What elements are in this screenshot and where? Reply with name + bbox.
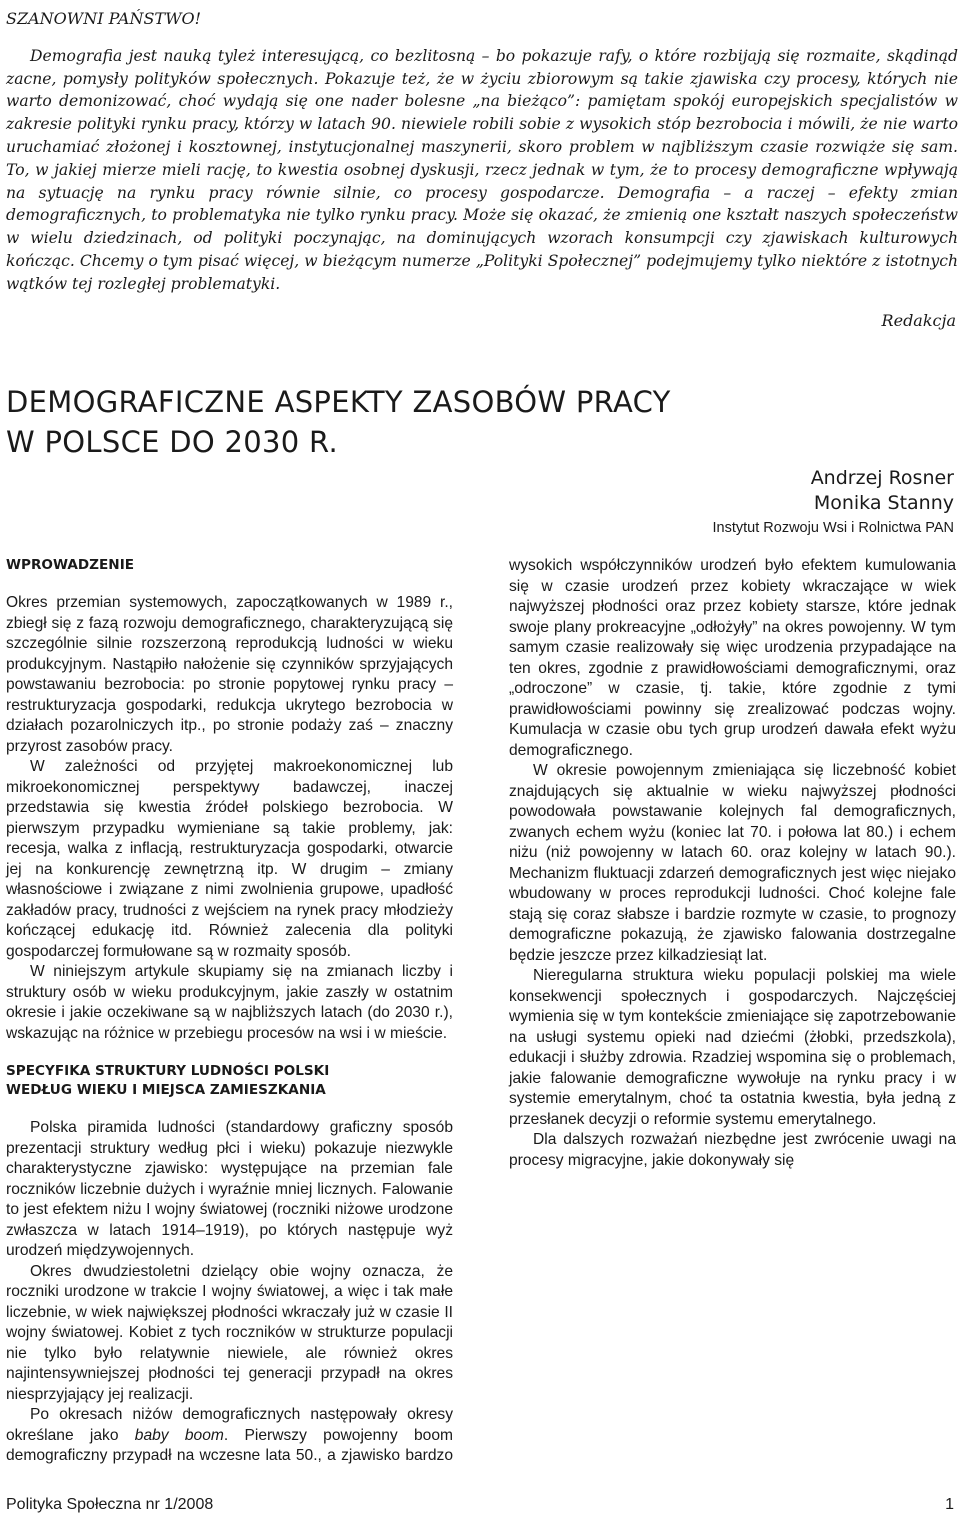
page-footer [6,1496,954,1518]
article-body [6,556,956,1474]
authors-block [454,466,954,539]
paragraph: Okres dwudziestoletni dzielący obie wojny oznacza, że roczniki urodzone w trakcie I wojny światowej, a więc i tak małe liczebnie, w wiek największej płodności wkraczały już w czasie II wojny światowej. Kobiet z tych roczników w strukturze populacji nie tylko było relatywnie niewiele, ale również okres najintensywniejszej płodności tej generacji przypadł na okres niesprzyjający jej realizacji. [6,1262,453,1403]
paragraph: Nieregularna struktura wieku populacji polskiej ma wiele konsekwencji społecznych i gospodarczych. Najczęściej wymienia się w tym kontekście zmieniające się zapotrzebowanie na usługi systemu opieki nad dziećmi (żłobki, przedszkola), edukacji i służby zdrowia. Rzadziej wspomina się o problemach, jakie falowanie demograficzne wywołuje na rynku pracy i w systemie emerytalnym, choć ta ostatnia kwestia, była jedną z przesłanek decyzji o reformie systemu emerytalnego. [509,967,956,1128]
paragraph: Okres przemian systemowych, zapoczątkowanych w 1989 r., zbiegł się z fazą rozwoju demograficznego, charakteryzującą się szczególnie silnie rozszerzoną reprodukcją ludności w wieku produkcyjnym. Nastąpiło nałożenie się czynników sprzyjających powstawaniu bezrobocia: po stronie popytowej rynku pracy – restrukturyzacja gospodarki, redukcja ukrytego bezrobocia w działach pozarolniczych itp., po stronie podaży zaś – znaczny przyrost zasobów pracy. [6,594,453,755]
author-affiliation: Instytut Rozwoju Wsi i Rolnictwa PAN [712,520,954,536]
paragraph-emphasis: baby boom [134,1426,224,1444]
paragraph-text: Po okresach niżów demograficznych następowały okresy określane jako [6,1406,453,1444]
paragraph: W niniejszym artykule skupiamy się na zmianach liczby i struktury osób w wieku produkcyjnym, jakie zaszły w ostatnim okresie i jakie oczekiwane są w najbliższych latach (do 2030 r.), wskazując na różnice w przebiegu procesów na wsi i w mieście. [6,963,453,1042]
paragraph: W okresie powojennym zmieniająca się liczebność kobiet znajdujących się aktualnie w wieku najwyższej płodności powodowała powstawanie kolejnych fal demograficznych, zwanych echem wyżu (koniec lat 70. i połowa lat 80.) i echem niżu (niż powojenny w latach 60. oraz kolejny w latach 90.). Mechanizm fluktuacji zdarzeń demograficznych jest więc niejako wbudowany w proces reprodukcji ludności. Choć kolejne fale stają się coraz słabsze i bardzie rozmyte w czasie, to prognozy demograficzne pokazują, że zjawisko falowania dostrzegalne będzie jeszcze przez kilkadziesiąt lat. [509,762,956,964]
article-title-line-1: DEMOGRAFICZNE ASPEKTY ZASOBÓW PRACY [6,385,671,419]
editorial-signature: Redakcja [881,310,956,330]
editorial-text: Demografia jest nauką tyleż interesującą, co bezlitosną – bo pokazuje rafy, o które rozbijają się rozmaite, skądinąd zacne, pomysły polityków społecznych. Pokazuje też, że w życiu zbiorowym są takie zjawiska czy procesy, których nie warto demonizować, choć wydają się one nader bolesne „na bieżąco”: pamiętam spokój europejskich specjalistów w zakresie polityki rynku pracy, którzy w latach 90. niewiele robili sobie z wysokich stóp bezrobocia i mówili, że nie warto uruchamiać złożonej i kosztownej, instytucjonalnej maszynerii, skoro problem w najbliższym czasie rozwiąże się sam. To, w jakiej mierze mieli rację, to kwestia osobnej dyskusji, rzecz jednak w tym, że to procesy demograficzne wpływają na sytuację na rynku pracy równie silnie, co procesy gospodarcze. Demografia – a raczej – efekty zmian demograficznych, to problematyka nie tylko rynku pracy. Może się okazać, że zmienią one kształt naszych społeczeństw w wielu dziedzinach, od polityki poczynając, na dominujących wzorach konsumpcji czy zjawiskach kulturowych kończąc. Chcemy o tym pisać więcej, w bieżącym numerze „Polityki Społecznej” podejmujemy tylko niektóre z istotnych wątków tej rozległej problematyki. [6,46,958,293]
paragraph-text: . Pierwszy powojenny boom demograficzny przypadł na wczesne lata 50., a zjawisko bardzo wysokich współczynników urodzeń było efektem kumulowania się w czasie urodzeń przez kobiety wkraczające w wiek najwyższej płodności oraz przez kobiety starsze, które jednak swoje plany prokreacyjne „odłożyły” na okres powojenny. W tym samym czasie realizowały się więc urodzenia przypadające na ten okres, zgodnie z prawidłowościami demograficznymi, oraz „odroczone” w czasie, tj. takie, które zgodnie z tymi prawidłowościami powinny się zrealizować podczas wojny. Kumulacja w czasie obu tych grup urodzeń dawała efekt wyżu demograficznego. [6,557,956,1464]
page-number: 1 [945,1496,954,1513]
editorial-salutation: SZANOWNI PAŃSTWO! [6,9,202,28]
paragraph: W zależności od przyjętej makroekonomicznej lub mikroekonomicznej perspektywy badawczej, inaczej przedstawia się kwestia źródeł polskiego bezrobocia. W pierwszym przypadku wymieniane są takie problemy, jak: recesja, walka z inflacją, restrukturyzacja gospodarki, otwarcie jej na konkurencję zewnętrzną itp. W drugim – zmiany własnościowe i związane z nimi zwolnienia grupowe, upadłość zakładów pracy, trudności z wejściem na rynek pracy młodzieży kończącej edukację itd. Również zalecenia dla polityki gospodarczej formułowane są w rozmaity sposób. [6,758,453,960]
author-name: Monika Stanny [813,492,954,514]
section-heading-population-structure [6,1062,453,1100]
paragraph: Dla dalszych rozważań niezbędne jest zwrócenie uwagi na procesy migracyjne, jakie dokonywały się [509,1131,956,1169]
journal-name: Polityka Społeczna nr 1/2008 [6,1496,214,1513]
editorial-note [6,8,958,332]
paragraph: Polska piramida ludności (standardowy graficzny sposób prezentacji struktury według płci i wieku) pokazuje niezwykle charakterystyczne zjawisko: występujące na przemian fale roczników liczebnie dużych i wyraźnie mniej licznych. Falowanie to jest efektem niżu I wojny światowej (roczniki niżowe urodzone zwłaszcza w latach 1914–1919), po których następuje wyż urodzeń międzywojennych. [6,1119,453,1259]
article-title-line-2: W POLSCE DO 2030 R. [6,425,338,459]
article-title [6,382,906,462]
section-heading-introduction: WPROWADZENIE [6,557,135,573]
section-heading-line-2: WEDŁUG WIEKU I MIEJSCA ZAMIESZKANIA [6,1082,326,1098]
section-heading-line-1: SPECYFIKA STRUKTURY LUDNOŚCI POLSKI [6,1063,330,1079]
author-name: Andrzej Rosner [810,467,954,489]
